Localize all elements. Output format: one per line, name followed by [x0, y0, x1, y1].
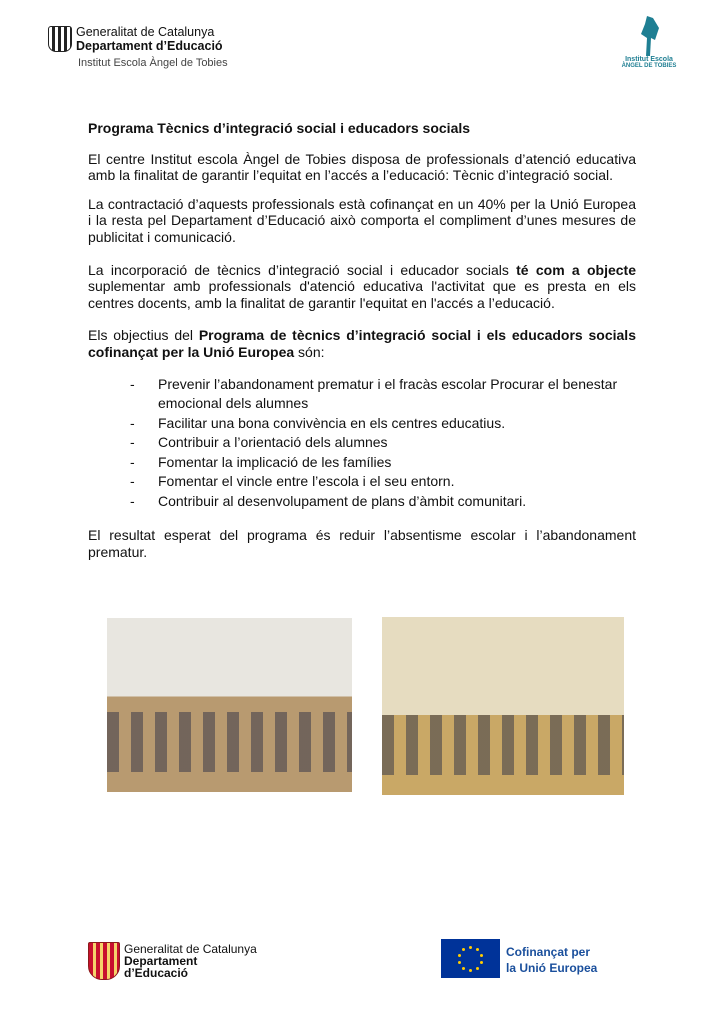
list-item: - Contribuir al desenvolupament de plans d’àmbit comunitari. — [130, 492, 636, 512]
text: La incorporació de tècnics d’integració social i educador socials — [88, 261, 517, 278]
paragraph: El resultat esperat del programa és reduir l’absentisme escolar i l’abandonament prematur. — [88, 527, 636, 560]
footer-line1: Generalitat de Catalunya — [124, 942, 257, 956]
text: suplementar amb professionals d'atenció educativa l'activitat que es presta en els centres docents, amb la finalitat de garantir l'equitat en l'accés a l’educació. — [88, 278, 636, 311]
catalan-shield-icon — [88, 942, 120, 980]
eu-cofinancing-text — [506, 944, 597, 976]
paragraph: La contractació d’aquests professionals està cofinançat en un 40% per la Unió Europea i la resta pel Departament d’Educació això comporta el compliment d’unes mesures de publicitat i comunicació. — [88, 195, 636, 245]
paragraph — [88, 262, 636, 312]
eu-line1: Cofinançat per — [506, 945, 591, 959]
text: Els objectius del — [88, 327, 199, 344]
list-item: - Fomentar el vincle entre l’escola i el seu entorn. — [130, 472, 636, 492]
bold-text: Programa de tècnics d’integració social i els educadors socials cofinançat per la Unió Europea — [88, 327, 636, 360]
footer-line3: d’Educació — [124, 966, 189, 980]
paragraph: El centre Institut escola Àngel de Tobies disposa de professionals d’atenció educativa amb la finalitat de garantir l’equitat en l’accés a l’educació: Tècnic d’integració social. — [88, 150, 636, 184]
header-line1: Generalitat de Catalunya — [76, 25, 215, 39]
header-school: Institut Escola Àngel de Tobies — [78, 57, 228, 69]
angel-figure-icon — [639, 16, 659, 56]
objectives-list — [88, 375, 636, 512]
footer-line2: Departament — [124, 954, 198, 968]
header-line2: Departament d’Educació — [76, 39, 223, 53]
document-title: Programa Tècnics d’integració social i educadors socials — [88, 120, 471, 136]
document-body — [88, 120, 636, 572]
classroom-photo-2 — [382, 617, 624, 795]
logo-text-2: ÀNGEL DE TOBIES — [621, 63, 677, 69]
list-item: - Prevenir l’abandonament prematur i el fracàs escolar Procurar el benestar emocional dels alumnes — [130, 375, 636, 414]
bold-text: té com a objecte — [516, 261, 637, 278]
classroom-photo-1 — [107, 618, 352, 792]
eu-flag-icon — [441, 939, 500, 978]
list-item: - Facilitar una bona convivència en els centres educatius. — [130, 414, 636, 434]
text: són: — [294, 343, 325, 360]
eu-line2: la Unió Europea — [506, 961, 598, 975]
generalitat-emblem-icon — [48, 26, 72, 52]
school-logo — [620, 14, 678, 82]
list-item: - Fomentar la implicació de les famílies — [130, 453, 636, 473]
list-item: - Contribuir a l’orientació dels alumnes — [130, 433, 636, 453]
logo-text-1: Institut Escola — [625, 56, 673, 63]
paragraph — [88, 327, 636, 360]
